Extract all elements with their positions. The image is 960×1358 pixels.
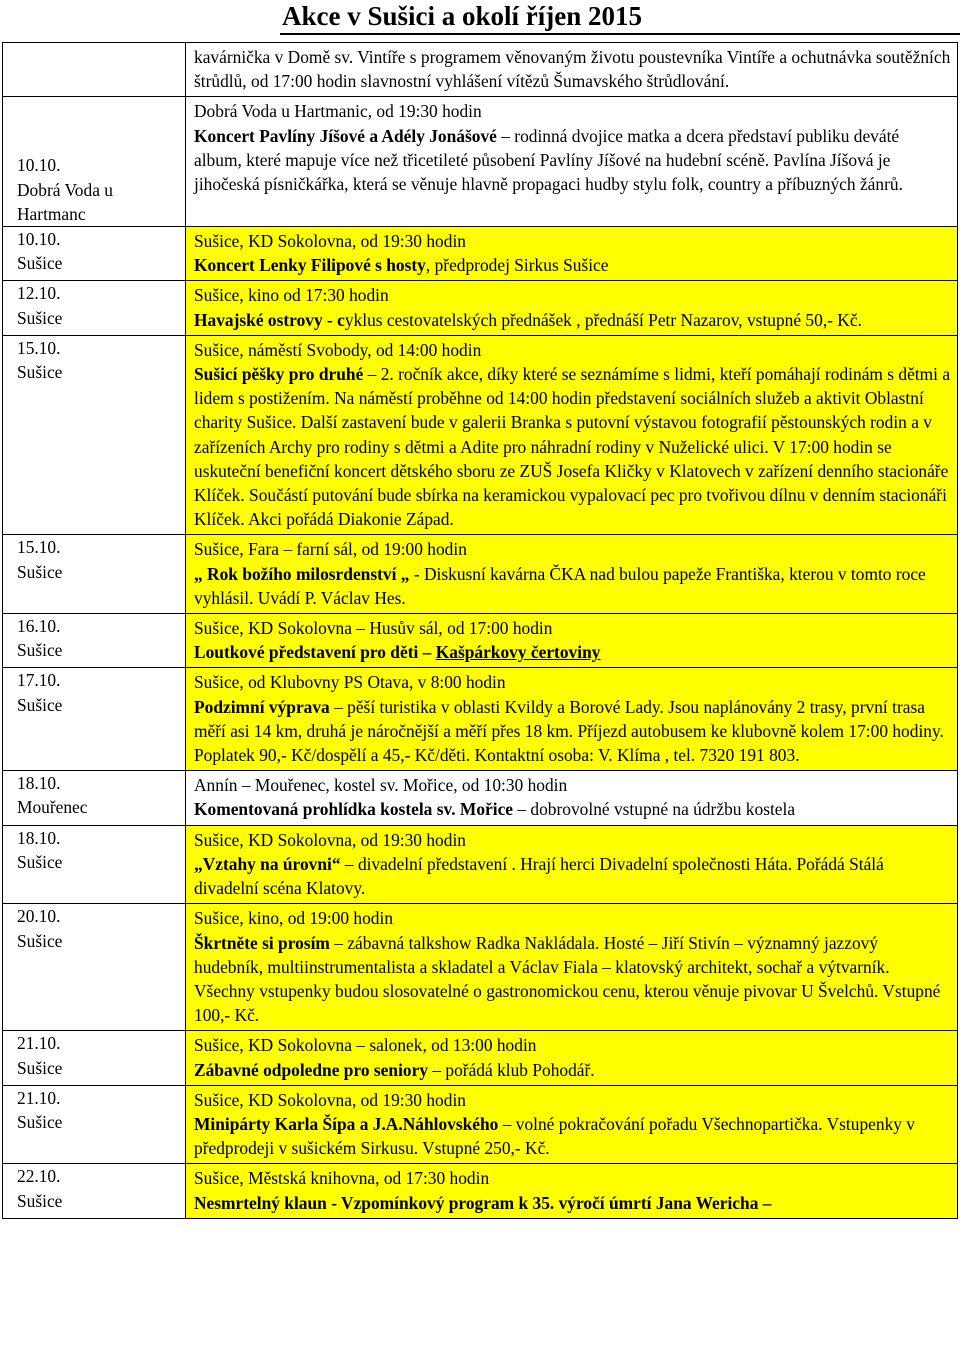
event-place: Sušice	[17, 1057, 63, 1078]
event-place: Sušice	[17, 362, 63, 383]
event-date: 21.10.	[17, 1087, 61, 1108]
event-description	[186, 43, 958, 97]
event-detail: – pořádá klub Pohodář.	[428, 1059, 595, 1080]
event-row	[3, 535, 958, 614]
event-text	[194, 308, 951, 332]
event-venue: Sušice, náměstí Svobody, od 14:00 hodin	[194, 339, 482, 360]
event-text	[194, 797, 951, 821]
event-date: 16.10.	[17, 616, 61, 637]
event-place: Sušice	[17, 640, 63, 661]
event-row	[3, 614, 958, 668]
event-description	[186, 1085, 958, 1164]
event-description	[186, 904, 958, 1031]
event-date-cell	[3, 535, 186, 614]
event-date: 15.10.	[17, 537, 61, 558]
event-detail: – 2. ročník akce, díky které se seznámíme s lidmi, kteří pomáhají rodinám s dětmi a lidem s postižením. Na náměstí proběhne od 14:00 hodin představení sociálních služeb a aktivit Oblastní charity Sušice. Další zastavení bude v galerii Branka s putovní výstavou fotografií pěstounských rodin a v zařízeních Archy pro rodiny s dětmi a Adite pro náhradní rodiny v Nuželické ulici. V 17:00 hodin se uskuteční benefiční koncert dětského sboru ze ZUŠ Josefa Kličky v Klatovech v zařízení denního stacionáře Klíček. Součástí putování bude sbírka na keramickou vypalovací pec pro tvořivou dílnu v denním stacionáři Klíček. Akci pořádá Diakonie Západ.	[194, 364, 951, 530]
event-date: 22.10.	[17, 1166, 61, 1187]
event-venue: Sušice, KD Sokolovna – Husův sál, od 17:00 hodin	[194, 618, 553, 639]
event-name: „ Rok božího milosrdenství „	[194, 563, 410, 584]
event-text	[194, 45, 951, 93]
event-name: Škrtněte si prosím	[194, 932, 330, 953]
event-place: Sušice	[17, 694, 63, 715]
event-text	[194, 1058, 951, 1082]
event-description	[186, 97, 958, 227]
event-description	[186, 335, 958, 535]
event-date: 12.10.	[17, 283, 61, 304]
event-date: 10.10.	[17, 229, 61, 250]
event-date: 18.10.	[17, 827, 61, 848]
event-text	[194, 640, 951, 664]
event-venue: Sušice, kino od 17:30 hodin	[194, 285, 389, 306]
event-venue: Sušice, KD Sokolovna, od 19:30 hodin	[194, 231, 466, 252]
event-date-cell	[3, 335, 186, 535]
event-detail: kavárnička v Domě sv. Vintíře s programem věnovaným životu poustevníka Vintíře a ochutnávka soutěžních štrůdlů, od 17:00 hodin slavnostní vyhlášení vítězů Šumavského štrůdlování.	[194, 47, 951, 92]
event-row	[3, 43, 958, 97]
event-place: Mouřenec	[17, 797, 88, 818]
event-text	[194, 931, 951, 1028]
event-date: 17.10.	[17, 670, 61, 691]
event-detail: yklus cestovatelských přednášek , přednáší Petr Nazarov, vstupné 50,- Kč.	[344, 309, 862, 330]
event-venue: Sušice, KD Sokolovna, od 19:30 hodin	[194, 829, 466, 850]
event-text	[194, 124, 951, 197]
event-date-cell	[3, 668, 186, 771]
event-name: Loutkové představení pro děti –	[194, 642, 436, 663]
event-description	[186, 1164, 958, 1218]
event-place: Sušice	[17, 253, 63, 274]
event-detail: - Diskusní kavárna ČKA nad bulou papeže Františka, kterou v tomto roce vyhlásil. Uvádí P. Václav Hes.	[194, 563, 926, 608]
title-underline	[280, 33, 960, 35]
event-row	[3, 97, 958, 227]
event-venue: Dobrá Voda u Hartmanic, od 19:30 hodin	[194, 101, 482, 122]
event-name: Koncert Lenky Filipové s hosty	[194, 255, 426, 276]
event-name: Minipárty Karla Šípa a J.A.Náhlovského	[194, 1113, 499, 1134]
event-date-cell	[3, 1164, 186, 1218]
event-name: Koncert Pavlíny Jíšové a Adély Jonášové	[194, 125, 497, 146]
event-name: Komentovaná prohlídka kostela sv. Mořice	[194, 799, 514, 820]
page-title: Akce v Sušici a okolí říjen 2015	[282, 1, 643, 31]
event-row	[3, 1085, 958, 1164]
event-venue: Sušice, KD Sokolovna – salonek, od 13:00 hodin	[194, 1035, 537, 1056]
event-row	[3, 227, 958, 281]
event-place: Sušice	[17, 307, 63, 328]
event-name: Zábavné odpoledne pro seniory	[194, 1059, 429, 1080]
event-place: Sušice	[17, 1190, 63, 1211]
events-table	[2, 42, 958, 1219]
event-date-cell	[3, 281, 186, 335]
event-detail: – zábavná talkshow Radka Nakládala. Hosté – Jiří Stivín – významný jazzový hudebník, multiinstrumentalista a skladatel a Václav Fiala – klatovský architekt, sochař a výtvarník. Všechny vstupenky budou slosovatelné o gastronomickou cenu, kterou věnuje pivovar U Švelchů. Vstupné 100,- Kč.	[194, 932, 941, 1026]
event-place: Sušice	[17, 851, 63, 872]
event-date-cell	[3, 43, 186, 97]
event-detail: , předprodej Sirkus Sušice	[425, 255, 609, 276]
event-text	[194, 1191, 951, 1215]
event-detail: – volné pokračování pořadu Všechnopartička. Vstupenky v předprodeji v sušickém Sirkusu. Vstupné 250,- Kč.	[194, 1113, 916, 1159]
event-description	[186, 614, 958, 668]
event-venue: Sušice, Městská knihovna, od 17:30 hodin	[194, 1168, 490, 1189]
event-text	[194, 1112, 951, 1160]
event-description	[186, 227, 958, 281]
event-date-cell	[3, 825, 186, 904]
event-date: 21.10.	[17, 1033, 61, 1054]
event-date: 20.10.	[17, 906, 61, 927]
event-place: Dobrá Voda u Hartmanc	[17, 179, 113, 224]
event-description	[186, 825, 958, 904]
event-description	[186, 668, 958, 771]
event-row	[3, 1031, 958, 1085]
event-text	[194, 852, 951, 900]
event-venue: Sušice, Fara – farní sál, od 19:00 hodin	[194, 539, 467, 560]
event-detail: – divadelní představení . Hrají herci Divadelní společnosti Háta. Pořádá Stálá divadelní scéna Klatovy.	[194, 853, 884, 899]
event-date-cell	[3, 771, 186, 825]
event-name: Nesmrtelný klaun - Vzpomínkový program k 35. výročí úmrtí Jana Wericha –	[194, 1192, 772, 1213]
event-text	[194, 562, 951, 610]
event-date-cell	[3, 227, 186, 281]
event-detail: – rodinná dvojice matka a dcera představí publiku deváté album, které mapuje více než třicetileté působení Pavlíny Jíšové na hudební scéně. Pavlína Jíšová je jihočeská písničkářka, která se věnuje hlavně propagaci hudby stylu folk, country a příbuzných žánrů.	[194, 125, 903, 195]
event-description	[186, 771, 958, 825]
event-detail: – dobrovolné vstupné na údržbu kostela	[513, 799, 796, 820]
event-description	[186, 281, 958, 335]
event-venue: Annín – Mouřenec, kostel sv. Mořice, od 10:30 hodin	[194, 775, 568, 796]
event-date: 15.10.	[17, 337, 61, 358]
event-venue: Sušice, KD Sokolovna, od 19:30 hodin	[194, 1089, 466, 1110]
event-name: „Vztahy na úrovni“	[194, 853, 341, 874]
event-row	[3, 281, 958, 335]
event-row	[3, 335, 958, 535]
page-header	[0, 0, 960, 38]
event-date-cell	[3, 614, 186, 668]
event-text	[194, 695, 951, 768]
event-date-cell	[3, 1031, 186, 1085]
event-row	[3, 904, 958, 1031]
event-date: 18.10.	[17, 773, 61, 794]
events-body	[3, 43, 958, 1219]
event-venue: Sušice, kino, od 19:00 hodin	[194, 908, 394, 929]
event-name-underlined: Kašpárkovy čertoviny	[435, 642, 601, 663]
event-text	[194, 253, 951, 277]
event-place: Sušice	[17, 1111, 63, 1132]
event-description	[186, 1031, 958, 1085]
event-place: Sušice	[17, 561, 63, 582]
event-name: Sušicí pěšky pro druhé	[194, 364, 364, 385]
event-row	[3, 1164, 958, 1218]
event-detail: – pěší turistika v oblasti Kvildy a Borové Lady. Jsou naplánovány 2 trasy, první trasa měří asi 14 km, druhá je náročnější a měří přes 18 km. Příjezd autobusem ke klubovně kolem 17:00 hodiny. Poplatek 90,- Kč/dospělí a 45,- Kč/děti. Kontaktní osoba: V. Klíma , tel. 7320 191 803.	[194, 696, 944, 766]
event-date-cell	[3, 97, 186, 227]
event-description	[186, 535, 958, 614]
event-venue: Sušice, od Klubovny PS Otava, v 8:00 hodin	[194, 672, 506, 693]
event-row	[3, 771, 958, 825]
event-row	[3, 668, 958, 771]
event-row	[3, 825, 958, 904]
event-date: 10.10.	[17, 155, 61, 176]
event-date-cell	[3, 1085, 186, 1164]
event-name: Havajské ostrovy - c	[194, 309, 345, 330]
event-place: Sušice	[17, 930, 63, 951]
event-date-cell	[3, 904, 186, 1031]
event-name: Podzimní výprava	[194, 696, 330, 717]
event-text	[194, 362, 951, 531]
